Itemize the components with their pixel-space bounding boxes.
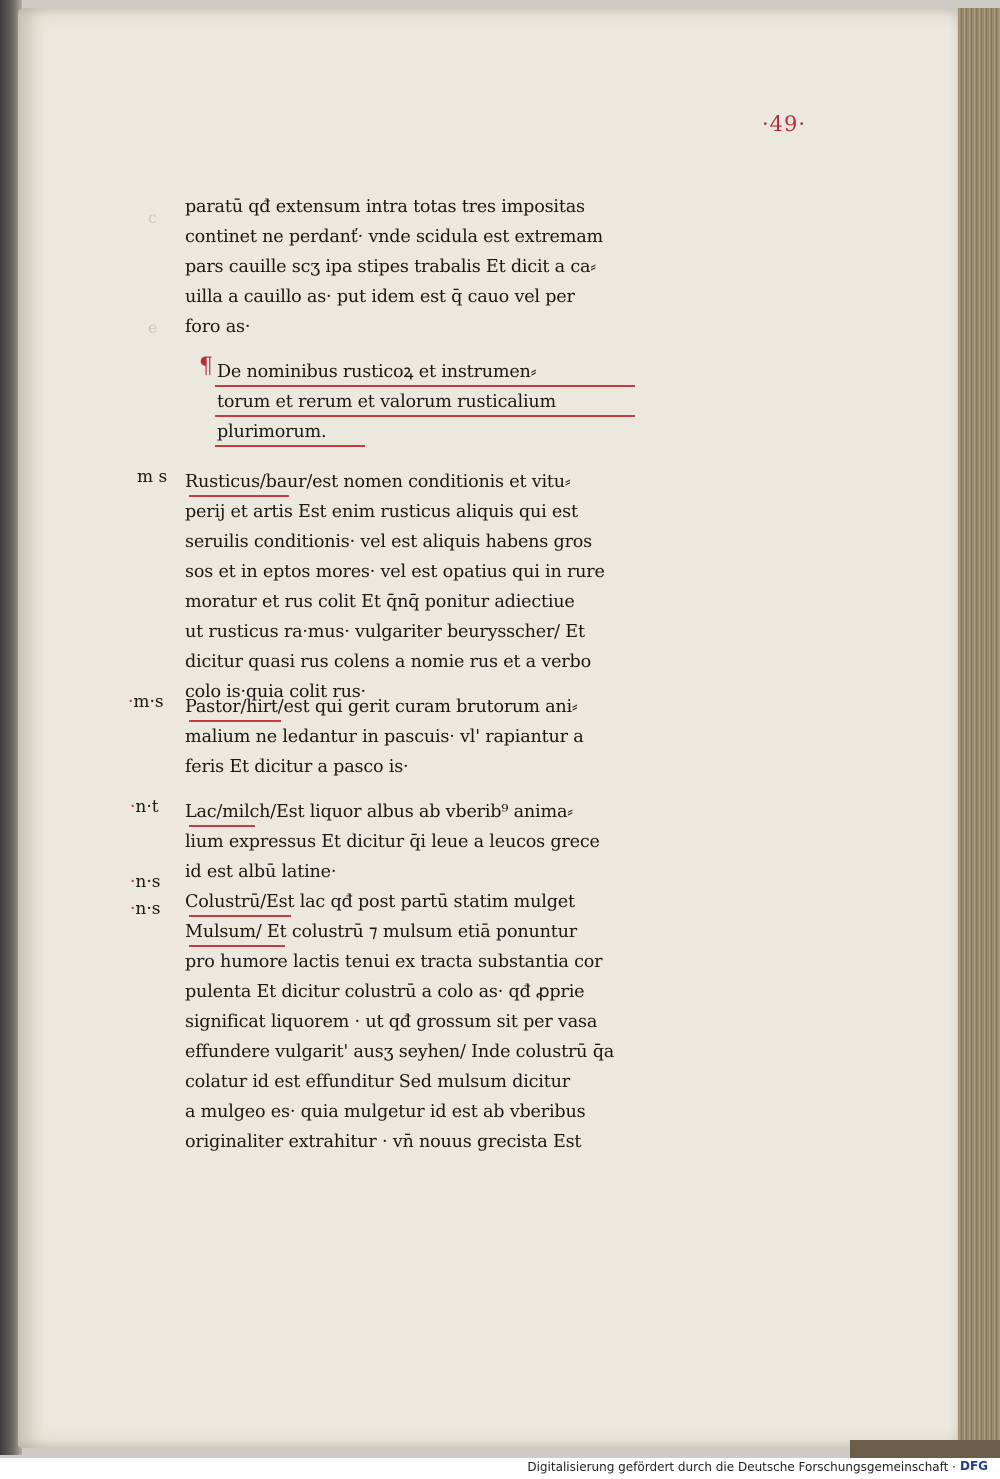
margin-letters: m·s <box>133 692 164 712</box>
text-line: perij et artis Est enim rusticus aliquis qui est <box>185 502 578 522</box>
show-through-text: e <box>148 318 158 337</box>
page-fore-edge-bottom <box>850 1440 1000 1458</box>
text-line: significat liquorem · ut qđ grossum sit per vasa <box>185 1012 598 1032</box>
margin-annotation <box>130 872 160 892</box>
funding-notice: Digitalisierung gefördert durch die Deutsche Forschungsgemeinschaft · <box>527 1460 956 1474</box>
text-line: dicitur quasi rus colens a nomie rus et a verbo <box>185 652 591 672</box>
margin-dot: · <box>130 797 136 817</box>
text-line: colo is·quia colit rus· <box>185 682 366 702</box>
text-line: seruilis conditionis· vel est aliquis habens gros <box>185 532 593 552</box>
text-line: colatur id est effunditur Sed mulsum dicitur <box>185 1072 570 1092</box>
text-line: pro humore lactis tenui ex tracta substantia cor <box>185 952 603 972</box>
text-line: malium ne ledantur in pascuis· vl' rapiantur a <box>185 727 584 747</box>
page-fore-edge <box>958 8 1000 1458</box>
dfg-logo: DFG <box>960 1459 989 1473</box>
text-line: a mulgeo es· quia mulgetur id est ab vberibus <box>185 1102 586 1122</box>
margin-dot: · <box>130 872 136 892</box>
margin-dot: · <box>128 692 134 712</box>
chapter-heading-line: De nominibus rusticoꝝ et instrumen⸗ <box>217 362 537 382</box>
text-line: paratū qđ extensum intra totas tres impositas <box>185 197 585 217</box>
text-line: moratur et rus colit Et q̄nq̄ ponitur adiectiue <box>185 592 575 612</box>
show-through-text: c <box>148 208 157 227</box>
chapter-heading-line: torum et rerum et valorum rusticalium <box>217 392 557 412</box>
chapter-heading-line: plurimorum. <box>217 422 327 442</box>
text-line: effundere vulgarit' ausʒ seyhen/ Inde colustrū q̄a <box>185 1042 615 1062</box>
text-line: Colustrū/Est lac qđ post partū statim mulget <box>185 892 575 912</box>
text-line: pulenta Et dicitur colustrū a colo as· qđ ꝓprie <box>185 982 585 1002</box>
digitization-footer <box>0 1458 1000 1479</box>
margin-dot: · <box>130 899 136 919</box>
margin-annotation <box>128 692 164 712</box>
margin-annotation <box>130 797 159 817</box>
text-line: lium expressus Et dicitur q̄i leue a leucos grece <box>185 832 600 852</box>
text-line: Mulsum/ Et colustrū ⁊ mulsum etiā ponuntur <box>185 922 577 942</box>
text-line: id est albū latine· <box>185 862 337 882</box>
red-underline <box>215 445 365 447</box>
text-line: sos et in eptos mores· vel est opatius qui in rure <box>185 562 605 582</box>
paragraph-mark-icon: ¶ <box>199 354 213 379</box>
text-line: ut rusticus ra·mus· vulgariter beurysscher/ Et <box>185 622 585 642</box>
text-line: pars cauille scʒ ipa stipes trabalis Et dicit a ca⸗ <box>185 257 596 277</box>
text-line: uilla a cauillo as· put idem est q̄ cauo vel per <box>185 287 575 307</box>
text-line: Lac/milch/Est liquor albus ab vberib⁹ anima⸗ <box>185 802 573 822</box>
text-line: continet ne perdanť· vnde scidula est extremam <box>185 227 603 247</box>
margin-letters: n·s <box>135 872 161 892</box>
folio-number: ·49· <box>762 112 807 136</box>
text-line: originaliter extrahitur · vn̄ nouus grecista Est <box>185 1132 582 1152</box>
margin-letters: n·s <box>135 899 161 919</box>
margin-letters: m s <box>137 467 168 487</box>
margin-annotation <box>137 467 167 487</box>
margin-letters: n·t <box>135 797 159 817</box>
text-line: foro as· <box>185 317 251 337</box>
text-line: feris Et dicitur a pasco is· <box>185 757 409 777</box>
text-line: Rusticus/baur/est nomen conditionis et vitu⸗ <box>185 472 571 492</box>
margin-annotation <box>130 899 160 919</box>
text-line: Pastor/hirt/est qui gerit curam brutorum ani⸗ <box>185 697 578 717</box>
